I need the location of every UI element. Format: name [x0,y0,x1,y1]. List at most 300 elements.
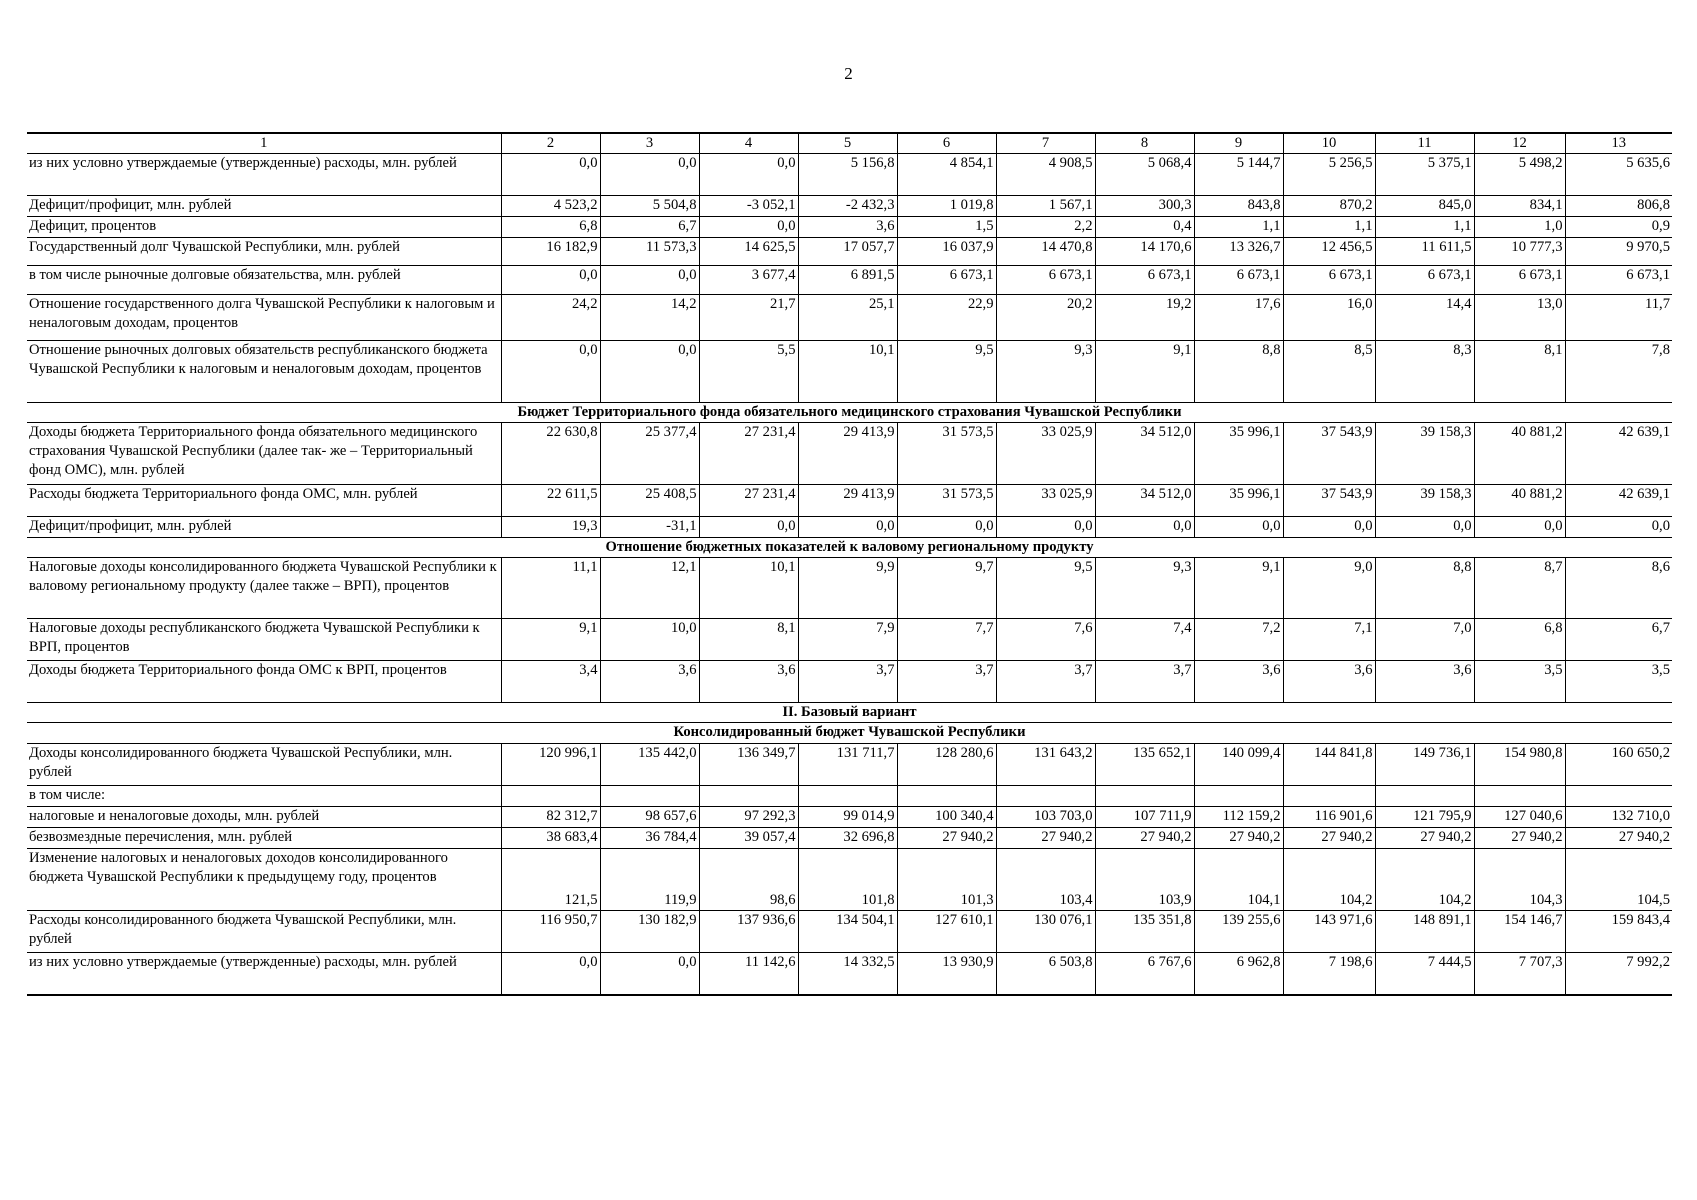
value-cell: 135 351,8 [1095,911,1194,953]
value-cell: 6 891,5 [798,266,897,295]
value-cell: 31 573,5 [897,423,996,485]
value-cell: 0,0 [1565,517,1672,538]
value-cell: 0,0 [1474,517,1565,538]
value-cell: 39 158,3 [1375,485,1474,517]
value-cell: 40 881,2 [1474,485,1565,517]
value-cell: 2,2 [996,217,1095,238]
value-cell: 19,3 [501,517,600,538]
value-cell: 144 841,8 [1283,744,1375,786]
value-cell: 104,3 [1474,849,1565,911]
value-cell: 1,5 [897,217,996,238]
value-cell: 154 980,8 [1474,744,1565,786]
value-cell: 1,0 [1474,217,1565,238]
value-cell: 6 673,1 [1474,266,1565,295]
value-cell: 5 156,8 [798,154,897,196]
value-cell: 29 413,9 [798,423,897,485]
value-cell: 98,6 [699,849,798,911]
row-label: Отношение государственного долга Чувашской Республики к налоговым и неналоговым доходам, процентов [27,295,501,341]
table-row [27,953,1672,995]
value-cell: 104,2 [1283,849,1375,911]
row-label: Дефицит/профицит, млн. рублей [27,196,501,217]
value-cell: 6,8 [1474,619,1565,661]
column-number-9: 9 [1194,133,1283,154]
value-cell: 14 625,5 [699,238,798,266]
value-cell: 0,0 [1194,517,1283,538]
column-number-11: 11 [1375,133,1474,154]
value-cell: 136 349,7 [699,744,798,786]
value-cell: 8,1 [699,619,798,661]
value-cell: 9 970,5 [1565,238,1672,266]
value-cell: 8,6 [1565,558,1672,619]
value-cell: 14,4 [1375,295,1474,341]
table-row [27,266,1672,295]
row-label: налоговые и неналоговые доходы, млн. рублей [27,807,501,828]
value-cell: 8,8 [1194,341,1283,403]
value-cell: 99 014,9 [798,807,897,828]
value-cell: 130 182,9 [600,911,699,953]
value-cell: 3,6 [600,661,699,703]
value-cell: 116 950,7 [501,911,600,953]
value-cell: 3,6 [798,217,897,238]
value-cell: 7,1 [1283,619,1375,661]
value-cell: 9,0 [1283,558,1375,619]
value-cell: 37 543,9 [1283,485,1375,517]
value-cell: 5 256,5 [1283,154,1375,196]
value-cell: 0,0 [1095,517,1194,538]
value-cell: 101,8 [798,849,897,911]
value-cell: 1,1 [1375,217,1474,238]
value-cell: 7,0 [1375,619,1474,661]
value-cell: 3,6 [1194,661,1283,703]
value-cell: 6 673,1 [1194,266,1283,295]
table-row [27,485,1672,517]
value-cell: 10,1 [699,558,798,619]
value-cell: 5 375,1 [1375,154,1474,196]
column-number-4: 4 [699,133,798,154]
value-cell: 0,0 [501,266,600,295]
value-cell: 3,7 [798,661,897,703]
value-cell: 39 057,4 [699,828,798,849]
column-number-12: 12 [1474,133,1565,154]
value-cell: 17 057,7 [798,238,897,266]
table-row [27,558,1672,619]
value-cell: 27 940,2 [1375,828,1474,849]
value-cell: 6 673,1 [1283,266,1375,295]
value-cell: 3,5 [1474,661,1565,703]
value-cell: 5 498,2 [1474,154,1565,196]
value-cell: 5 635,6 [1565,154,1672,196]
value-cell: 6 962,8 [1194,953,1283,995]
value-cell: 845,0 [1375,196,1474,217]
value-cell: 103 703,0 [996,807,1095,828]
value-cell: 135 652,1 [1095,744,1194,786]
value-cell: 17,6 [1194,295,1283,341]
value-cell: 9,5 [897,341,996,403]
value-cell: 127 040,6 [1474,807,1565,828]
value-cell: 22 611,5 [501,485,600,517]
value-cell: 0,0 [600,266,699,295]
section-title: Бюджет Территориального фонда обязательного медицинского страхования Чувашской Республики [27,403,1672,423]
value-cell: 13,0 [1474,295,1565,341]
table-row [27,619,1672,661]
row-label: Доходы бюджета Территориального фонда ОМС к ВРП, процентов [27,661,501,703]
value-cell: 22 630,8 [501,423,600,485]
value-cell: -3 052,1 [699,196,798,217]
value-cell: 7,8 [1565,341,1672,403]
value-cell: 29 413,9 [798,485,897,517]
value-cell: 104,2 [1375,849,1474,911]
value-cell: 7,2 [1194,619,1283,661]
value-cell: 6,8 [501,217,600,238]
value-cell: 6,7 [600,217,699,238]
value-cell: 300,3 [1095,196,1194,217]
value-cell: 7,4 [1095,619,1194,661]
value-cell: 14 170,6 [1095,238,1194,266]
table-row [27,295,1672,341]
value-cell: 3,6 [1375,661,1474,703]
value-cell: 159 843,4 [1565,911,1672,953]
value-cell: 35 996,1 [1194,485,1283,517]
value-cell: 16,0 [1283,295,1375,341]
value-cell: 3,6 [1283,661,1375,703]
row-label: Дефицит/профицит, млн. рублей [27,517,501,538]
column-number-10: 10 [1283,133,1375,154]
value-cell: 120 996,1 [501,744,600,786]
value-cell: 42 639,1 [1565,485,1672,517]
section-title: Отношение бюджетных показателей к валовому региональному продукту [27,538,1672,558]
column-number-5: 5 [798,133,897,154]
value-cell: 9,9 [798,558,897,619]
value-cell: 0,0 [600,953,699,995]
value-cell: 7 707,3 [1474,953,1565,995]
value-cell: 82 312,7 [501,807,600,828]
row-label: Дефицит, процентов [27,217,501,238]
value-cell: 6 673,1 [996,266,1095,295]
value-cell: 3,5 [1565,661,1672,703]
value-cell: 7 444,5 [1375,953,1474,995]
value-cell: 27 940,2 [1095,828,1194,849]
value-cell: 116 901,6 [1283,807,1375,828]
value-cell: -2 432,3 [798,196,897,217]
value-cell: 4 523,2 [501,196,600,217]
value-cell [897,786,996,807]
value-cell: 11,1 [501,558,600,619]
row-label: из них условно утверждаемые (утвержденные) расходы, млн. рублей [27,154,501,196]
value-cell: 11 611,5 [1375,238,1474,266]
value-cell: 37 543,9 [1283,423,1375,485]
value-cell: 25 377,4 [600,423,699,485]
column-number-1: 1 [27,133,501,154]
value-cell [996,786,1095,807]
value-cell: 12 456,5 [1283,238,1375,266]
table-row [27,807,1672,828]
value-cell: 128 280,6 [897,744,996,786]
value-cell: 6 673,1 [897,266,996,295]
value-cell: -31,1 [600,517,699,538]
value-cell [1375,786,1474,807]
value-cell: 5 144,7 [1194,154,1283,196]
value-cell: 4 854,1 [897,154,996,196]
value-cell: 27 231,4 [699,423,798,485]
value-cell: 31 573,5 [897,485,996,517]
table-row [27,238,1672,266]
value-cell: 3 677,4 [699,266,798,295]
value-cell: 27 940,2 [996,828,1095,849]
row-label: Налоговые доходы консолидированного бюджета Чувашской Республики к валовому региональному продукту (далее также – ВРП), процентов [27,558,501,619]
value-cell: 3,7 [897,661,996,703]
value-cell: 121,5 [501,849,600,911]
value-cell: 13 930,9 [897,953,996,995]
value-cell: 806,8 [1565,196,1672,217]
value-cell [1194,786,1283,807]
value-cell: 8,1 [1474,341,1565,403]
value-cell: 6 673,1 [1375,266,1474,295]
value-cell: 139 255,6 [1194,911,1283,953]
value-cell: 24,2 [501,295,600,341]
value-cell: 140 099,4 [1194,744,1283,786]
value-cell: 0,0 [1375,517,1474,538]
value-cell: 11 573,3 [600,238,699,266]
row-label: Государственный долг Чувашской Республики, млн. рублей [27,238,501,266]
value-cell: 3,7 [996,661,1095,703]
value-cell: 0,0 [501,341,600,403]
value-cell: 98 657,6 [600,807,699,828]
value-cell: 119,9 [600,849,699,911]
value-cell: 9,5 [996,558,1095,619]
table-row [27,154,1672,196]
value-cell: 7 992,2 [1565,953,1672,995]
value-cell [600,786,699,807]
value-cell: 39 158,3 [1375,423,1474,485]
value-cell: 10,1 [798,341,897,403]
value-cell: 11 142,6 [699,953,798,995]
column-number-8: 8 [1095,133,1194,154]
value-cell: 20,2 [996,295,1095,341]
value-cell: 14,2 [600,295,699,341]
value-cell: 103,9 [1095,849,1194,911]
section-title-row [27,703,1672,723]
value-cell: 0,0 [699,517,798,538]
value-cell: 104,5 [1565,849,1672,911]
value-cell: 27 231,4 [699,485,798,517]
value-cell: 9,3 [1095,558,1194,619]
indicators-table [27,132,1672,996]
row-label: Расходы консолидированного бюджета Чувашской Республики, млн. рублей [27,911,501,953]
value-cell: 34 512,0 [1095,423,1194,485]
value-cell: 160 650,2 [1565,744,1672,786]
column-number-13: 13 [1565,133,1672,154]
column-number-2: 2 [501,133,600,154]
value-cell [1095,786,1194,807]
value-cell: 0,4 [1095,217,1194,238]
value-cell: 16 182,9 [501,238,600,266]
value-cell: 130 076,1 [996,911,1095,953]
value-cell: 0,0 [600,341,699,403]
value-cell: 3,4 [501,661,600,703]
value-cell: 8,8 [1375,558,1474,619]
value-cell: 834,1 [1474,196,1565,217]
value-cell: 3,6 [699,661,798,703]
row-label: Доходы бюджета Территориального фонда обязательного медицинского страхования Чувашской Республики (далее так- же – Территориальный фонд ОМС), млн. рублей [27,423,501,485]
value-cell: 5 504,8 [600,196,699,217]
value-cell: 0,0 [699,217,798,238]
value-cell: 1,1 [1194,217,1283,238]
value-cell: 42 639,1 [1565,423,1672,485]
row-label: безвозмездные перечисления, млн. рублей [27,828,501,849]
value-cell: 10 777,3 [1474,238,1565,266]
value-cell: 16 037,9 [897,238,996,266]
row-label: Расходы бюджета Территориального фонда ОМС, млн. рублей [27,485,501,517]
value-cell: 0,0 [996,517,1095,538]
value-cell: 33 025,9 [996,485,1095,517]
value-cell: 35 996,1 [1194,423,1283,485]
column-number-header-row [27,133,1672,154]
value-cell: 7 198,6 [1283,953,1375,995]
row-label: в том числе: [27,786,501,807]
column-number-7: 7 [996,133,1095,154]
table-row [27,828,1672,849]
table-row [27,196,1672,217]
value-cell: 104,1 [1194,849,1283,911]
section-title-row [27,403,1672,423]
value-cell [501,786,600,807]
table-row [27,744,1672,786]
value-cell: 14 332,5 [798,953,897,995]
value-cell: 7,9 [798,619,897,661]
value-cell: 0,0 [501,154,600,196]
value-cell: 27 940,2 [1474,828,1565,849]
value-cell: 7,7 [897,619,996,661]
value-cell: 103,4 [996,849,1095,911]
section-title: II. Базовый вариант [27,703,1672,723]
value-cell [1283,786,1375,807]
value-cell: 25,1 [798,295,897,341]
value-cell: 9,7 [897,558,996,619]
section-title: Консолидированный бюджет Чувашской Республики [27,723,1672,744]
value-cell: 0,0 [501,953,600,995]
value-cell [1474,786,1565,807]
value-cell: 6 767,6 [1095,953,1194,995]
value-cell: 143 971,6 [1283,911,1375,953]
value-cell: 154 146,7 [1474,911,1565,953]
value-cell: 0,0 [699,154,798,196]
value-cell: 4 908,5 [996,154,1095,196]
table-row [27,517,1672,538]
value-cell: 10,0 [600,619,699,661]
table-row [27,661,1672,703]
value-cell: 9,3 [996,341,1095,403]
value-cell: 8,3 [1375,341,1474,403]
value-cell: 9,1 [501,619,600,661]
value-cell: 843,8 [1194,196,1283,217]
section-title-row [27,538,1672,558]
value-cell [798,786,897,807]
value-cell: 107 711,9 [1095,807,1194,828]
value-cell: 8,7 [1474,558,1565,619]
value-cell: 148 891,1 [1375,911,1474,953]
value-cell: 40 881,2 [1474,423,1565,485]
value-cell: 6 503,8 [996,953,1095,995]
value-cell: 97 292,3 [699,807,798,828]
value-cell: 100 340,4 [897,807,996,828]
value-cell: 27 940,2 [1194,828,1283,849]
value-cell: 131 643,2 [996,744,1095,786]
value-cell: 0,0 [600,154,699,196]
value-cell: 34 512,0 [1095,485,1194,517]
value-cell: 33 025,9 [996,423,1095,485]
value-cell: 135 442,0 [600,744,699,786]
section-title-row [27,723,1672,744]
value-cell: 27 940,2 [1283,828,1375,849]
table-row [27,911,1672,953]
value-cell: 7,6 [996,619,1095,661]
value-cell: 9,1 [1095,341,1194,403]
value-cell: 8,5 [1283,341,1375,403]
value-cell: 38 683,4 [501,828,600,849]
row-label: Доходы консолидированного бюджета Чувашской Республики, млн. рублей [27,744,501,786]
column-number-6: 6 [897,133,996,154]
value-cell: 0,9 [1565,217,1672,238]
value-cell: 134 504,1 [798,911,897,953]
row-label: из них условно утверждаемые (утвержденные) расходы, млн. рублей [27,953,501,995]
value-cell: 0,0 [897,517,996,538]
value-cell: 12,1 [600,558,699,619]
value-cell: 1 019,8 [897,196,996,217]
value-cell: 127 610,1 [897,911,996,953]
value-cell: 6,7 [1565,619,1672,661]
value-cell: 5,5 [699,341,798,403]
table-row [27,341,1672,403]
table-row [27,786,1672,807]
value-cell: 14 470,8 [996,238,1095,266]
value-cell: 131 711,7 [798,744,897,786]
value-cell: 19,2 [1095,295,1194,341]
row-label: Налоговые доходы республиканского бюджета Чувашской Республики к ВРП, процентов [27,619,501,661]
value-cell: 9,1 [1194,558,1283,619]
value-cell: 32 696,8 [798,828,897,849]
value-cell: 22,9 [897,295,996,341]
value-cell: 101,3 [897,849,996,911]
value-cell: 149 736,1 [1375,744,1474,786]
value-cell: 121 795,9 [1375,807,1474,828]
table-row [27,423,1672,485]
value-cell: 1,1 [1283,217,1375,238]
value-cell: 25 408,5 [600,485,699,517]
value-cell: 0,0 [1283,517,1375,538]
value-cell: 13 326,7 [1194,238,1283,266]
value-cell: 27 940,2 [897,828,996,849]
value-cell: 137 936,6 [699,911,798,953]
value-cell: 112 159,2 [1194,807,1283,828]
row-label: Изменение налоговых и неналоговых доходов консолидированного бюджета Чувашской Республики к предыдущему году, процентов [27,849,501,911]
value-cell: 1 567,1 [996,196,1095,217]
value-cell: 6 673,1 [1565,266,1672,295]
column-number-3: 3 [600,133,699,154]
row-label: Отношение рыночных долговых обязательств республиканского бюджета Чувашской Республики к налоговым и неналоговым доходам, процентов [27,341,501,403]
value-cell: 3,7 [1095,661,1194,703]
table-row [27,217,1672,238]
value-cell: 21,7 [699,295,798,341]
value-cell: 6 673,1 [1095,266,1194,295]
value-cell: 11,7 [1565,295,1672,341]
value-cell: 870,2 [1283,196,1375,217]
value-cell [699,786,798,807]
value-cell [1565,786,1672,807]
table-row [27,849,1672,911]
value-cell: 132 710,0 [1565,807,1672,828]
value-cell: 0,0 [798,517,897,538]
value-cell: 27 940,2 [1565,828,1672,849]
